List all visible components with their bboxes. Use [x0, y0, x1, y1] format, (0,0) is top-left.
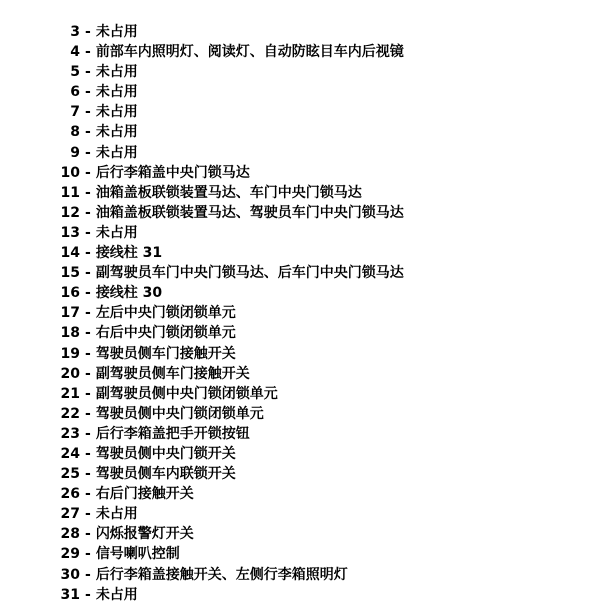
list-item [0, 303, 600, 323]
list-item [0, 122, 600, 142]
pin-description: 副驾驶员车门中央门锁马达、后车门中央门锁马达 [95, 265, 404, 282]
pin-number: 28 [60, 526, 80, 543]
separator: - [85, 44, 91, 61]
pin-description: 右后门接触开关 [95, 486, 194, 503]
list-item [0, 344, 600, 364]
pin-description: 驾驶员侧车门接触开关 [95, 345, 236, 362]
separator: - [85, 445, 91, 462]
pin-description: 副驾驶员侧车门接触开关 [95, 365, 250, 382]
pin-number: 8 [70, 124, 80, 141]
separator: - [85, 305, 91, 322]
separator: - [85, 566, 91, 583]
pin-description: 驾驶员侧中央门锁闭锁单元 [95, 405, 264, 422]
separator: - [85, 425, 91, 442]
list-item [0, 243, 600, 263]
pin-number: 5 [70, 64, 80, 81]
pin-number: 20 [60, 365, 80, 382]
list-item [0, 42, 600, 62]
pin-description: 未占用 [95, 224, 138, 241]
pin-description: 后行李箱盖接触开关、左侧行李箱照明灯 [95, 566, 348, 583]
list-item [0, 384, 600, 404]
separator: - [85, 546, 91, 563]
pin-number: 29 [60, 546, 80, 563]
pin-number: 22 [60, 405, 80, 422]
pin-description: 接线柱 31 [95, 245, 163, 262]
separator: - [85, 104, 91, 121]
pin-description: 后行李箱盖中央门锁马达 [95, 164, 250, 181]
pin-number: 7 [70, 104, 80, 121]
separator: - [85, 265, 91, 282]
list-item [0, 263, 600, 283]
pin-description: 未占用 [95, 24, 138, 40]
pin-description: 副驾驶员侧中央门锁闭锁单元 [95, 385, 278, 402]
pin-number: 24 [60, 445, 80, 462]
pin-description: 未占用 [95, 144, 138, 161]
list-item [0, 424, 600, 444]
pin-description: 未占用 [95, 84, 138, 101]
pin-description: 未占用 [95, 64, 138, 81]
pin-assignment-list [0, 22, 600, 605]
pin-number: 4 [70, 44, 80, 61]
pin-description: 右后中央门锁闭锁单元 [95, 325, 236, 342]
pin-description: 未占用 [95, 586, 138, 603]
separator: - [85, 285, 91, 302]
list-item [0, 143, 600, 163]
separator: - [85, 385, 91, 402]
separator: - [85, 144, 91, 161]
list-item [0, 203, 600, 223]
separator: - [85, 365, 91, 382]
pin-number: 10 [60, 164, 80, 181]
list-item [0, 524, 600, 544]
list-item [0, 404, 600, 424]
pin-description: 信号喇叭控制 [95, 546, 180, 563]
list-item [0, 22, 600, 42]
separator: - [85, 204, 91, 221]
pin-number: 30 [60, 566, 80, 583]
pin-description: 驾驶员侧车内联锁开关 [95, 466, 236, 483]
pin-number: 17 [60, 305, 80, 322]
pin-description: 未占用 [95, 124, 138, 141]
separator: - [85, 506, 91, 523]
pin-number: 9 [70, 144, 80, 161]
list-item [0, 183, 600, 203]
list-item [0, 223, 600, 243]
list-item [0, 163, 600, 183]
separator: - [85, 245, 91, 262]
separator: - [85, 325, 91, 342]
pin-number: 12 [60, 204, 80, 221]
separator: - [85, 345, 91, 362]
list-item [0, 585, 600, 605]
pin-number: 11 [60, 184, 80, 201]
list-item [0, 283, 600, 303]
pin-number: 16 [60, 285, 80, 302]
pin-number: 23 [60, 425, 80, 442]
separator: - [85, 224, 91, 241]
separator: - [85, 84, 91, 101]
pin-description: 未占用 [95, 104, 138, 121]
separator: - [85, 124, 91, 141]
pin-number: 6 [70, 84, 80, 101]
pin-description: 闪烁报警灯开关 [95, 526, 194, 543]
pin-description: 未占用 [95, 506, 138, 523]
list-item [0, 565, 600, 585]
pin-description: 前部车内照明灯、阅读灯、自动防眩目车内后视镜 [95, 44, 404, 61]
pin-description: 后行李箱盖把手开锁按钮 [95, 425, 250, 442]
pin-number: 31 [60, 586, 80, 603]
list-item [0, 82, 600, 102]
pin-number: 13 [60, 224, 80, 241]
pin-description: 左后中央门锁闭锁单元 [95, 305, 236, 322]
separator: - [85, 164, 91, 181]
separator: - [85, 184, 91, 201]
list-item [0, 364, 600, 384]
separator: - [85, 526, 91, 543]
pin-number: 21 [60, 385, 80, 402]
list-item [0, 544, 600, 564]
list-item [0, 484, 600, 504]
separator: - [85, 586, 91, 603]
list-item [0, 323, 600, 343]
pin-number: 14 [60, 245, 80, 262]
pin-description: 油箱盖板联锁装置马达、驾驶员车门中央门锁马达 [95, 204, 404, 221]
pin-number: 15 [60, 265, 80, 282]
separator: - [85, 405, 91, 422]
separator: - [85, 486, 91, 503]
pin-number: 18 [60, 325, 80, 342]
pin-description: 油箱盖板联锁装置马达、车门中央门锁马达 [95, 184, 362, 201]
list-item [0, 444, 600, 464]
pin-number: 3 [70, 24, 80, 40]
list-item [0, 102, 600, 122]
list-item [0, 464, 600, 484]
pin-number: 25 [60, 466, 80, 483]
list-item [0, 62, 600, 82]
list-item [0, 504, 600, 524]
separator: - [85, 64, 91, 81]
pin-description: 接线柱 30 [95, 285, 163, 302]
pin-number: 19 [60, 345, 80, 362]
separator: - [85, 466, 91, 483]
pin-number: 27 [60, 506, 80, 523]
separator: - [85, 24, 91, 40]
pin-number: 26 [60, 486, 80, 503]
pin-description: 驾驶员侧中央门锁开关 [95, 445, 236, 462]
